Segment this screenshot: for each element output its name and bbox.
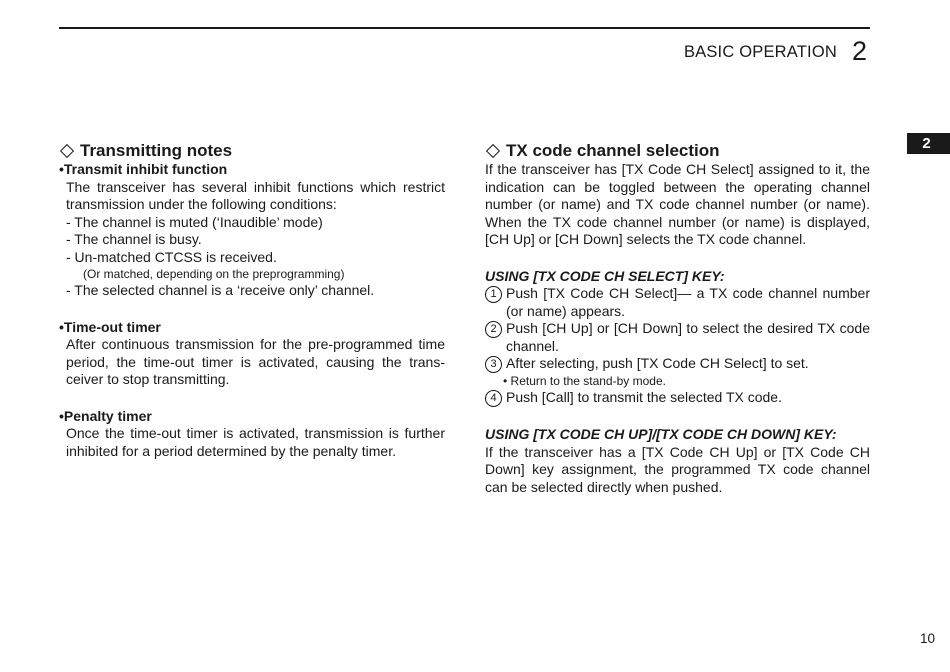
condition-item: - The selected channel is a ‘receive only’ channel. bbox=[66, 282, 375, 298]
heading-text: Transmitting notes bbox=[80, 141, 233, 160]
section-title: BASIC OPERATION bbox=[683, 43, 837, 61]
transmitting-notes-heading bbox=[59, 141, 445, 161]
updown-key-text: If the transceiver has a [TX Code CH Up] or [TX Code CH Down] key assignment, the programmed TX code channel can be selected directly when pushed. bbox=[485, 443, 870, 495]
penalty-title: •Penalty timer bbox=[59, 407, 152, 424]
diamond-icon bbox=[60, 144, 74, 158]
left-column bbox=[59, 141, 445, 460]
step-text: Push [TX Code CH Select]— a TX code channel number (or name) appears. bbox=[506, 285, 870, 319]
step-item bbox=[485, 320, 870, 355]
step-note: • Return to the stand-by mode. bbox=[503, 374, 666, 388]
header-rule bbox=[59, 27, 870, 29]
inhibit-title: •Transmit inhibit function bbox=[59, 161, 228, 177]
condition-note: (Or matched, depending on the preprogramming) bbox=[83, 267, 345, 281]
timeout-text: After continuous transmission for the pre-programmed time period, the time-out timer is activated, causing the trans-ceiver to stop transmitting. bbox=[66, 336, 445, 387]
right-column bbox=[485, 141, 870, 496]
step-number: 4 bbox=[485, 390, 502, 407]
heading-text: TX code channel selection bbox=[506, 141, 720, 160]
chapter-number: 2 bbox=[852, 36, 868, 66]
step-item bbox=[485, 389, 870, 407]
step-text: Push [CH Up] or [CH Down] to select the desired TX code channel. bbox=[506, 320, 870, 354]
condition-item: - The channel is muted (‘Inaudible’ mode) bbox=[66, 213, 323, 230]
tx-code-intro: If the transceiver has [TX Code CH Select] assigned to it, the indication can be toggled between the operating channel number (or name) and TX code channel number (or name). When the TX code channel number (or name) is displayed, [CH Up] or [CH Down] selects the TX code channel. bbox=[485, 161, 870, 247]
step-text: After selecting, push [TX Code CH Select] to set. bbox=[506, 355, 809, 371]
condition-item: - The channel is busy. bbox=[66, 231, 202, 247]
step-number: 1 bbox=[485, 286, 502, 303]
diamond-icon bbox=[486, 144, 500, 158]
step-number: 2 bbox=[485, 321, 502, 338]
step-text: Push [Call] to transmit the selected TX code. bbox=[506, 389, 782, 405]
step-item bbox=[485, 355, 870, 373]
condition-item: - Un-matched CTCSS is received. bbox=[66, 248, 277, 265]
updown-key-title: USING [TX CODE CH UP]/[TX CODE CH DOWN] KEY: bbox=[485, 426, 837, 442]
tx-code-heading bbox=[485, 141, 870, 161]
penalty-text: Once the time-out timer is activated, transmission is further inhibited for a period determined by the penalty timer. bbox=[66, 425, 445, 459]
step-item bbox=[485, 285, 870, 320]
select-key-title: USING [TX CODE CH SELECT] KEY: bbox=[485, 267, 725, 284]
inhibit-intro: The transceiver has several inhibit functions which restrict transmission under the following conditions: bbox=[66, 178, 445, 212]
step-number: 3 bbox=[485, 356, 502, 373]
page-number: 10 bbox=[920, 631, 936, 646]
timeout-title: •Time-out timer bbox=[59, 318, 161, 335]
inhibit-body bbox=[59, 179, 445, 300]
chapter-tab: 2 bbox=[907, 133, 950, 154]
